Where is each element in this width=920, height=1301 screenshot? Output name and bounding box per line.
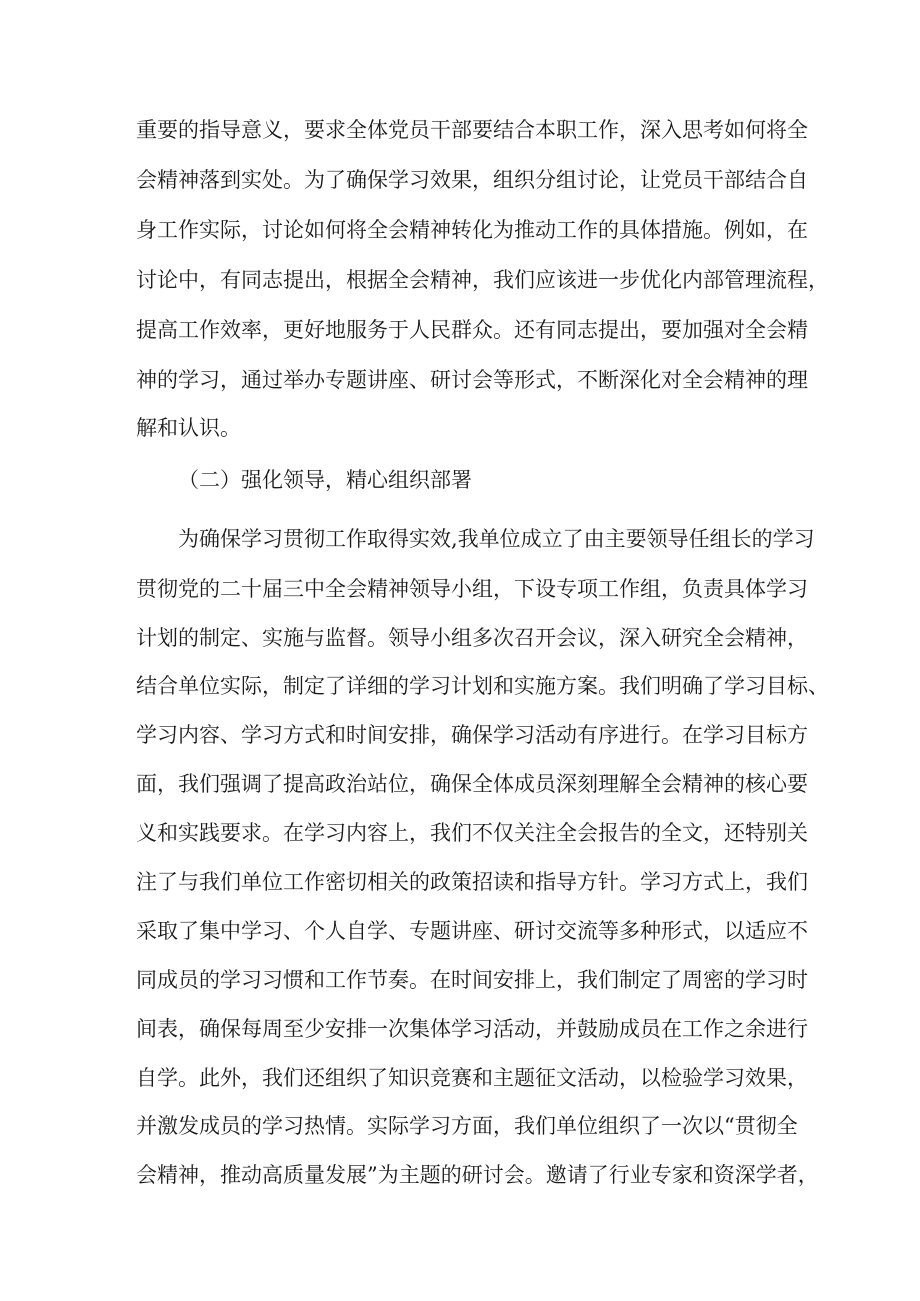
text-line: 学习内容、学习方式和时间安排，确保学习活动有序进行。在学习目标方 <box>136 723 808 747</box>
text-line: 自学。此外，我们还组织了知识竞赛和主题征文活动，以检验学习效果， <box>136 1066 808 1090</box>
text-line: 神的学习，通过举办专题讲座、研讨会等形式，不断深化对全会精神的理 <box>136 368 808 392</box>
section-heading: （二）强化领导，精心组织部署 <box>178 468 472 492</box>
text-line: 会精神，推动高质量发展”为主题的研讨会。邀请了行业专家和资深学者， <box>136 1163 819 1187</box>
text-line: 会精神落到实处。为了确保学习效果，组织分组讨论，让党员干部结合自 <box>136 168 808 192</box>
text-line: 解和认识。 <box>136 416 241 440</box>
text-line: 并激发成员的学习热情。实际学习方面，我们单位组织了一次以“贯彻全 <box>136 1114 798 1138</box>
text-line: 讨论中，有同志提出，根据全会精神，我们应该进一步优化内部管理流程， <box>136 268 829 292</box>
text-line: 计划的制定、实施与监督。领导小组多次召开会议，深入研究全会精神， <box>136 626 808 650</box>
text-line: 采取了集中学习、个人自学、专题讲座、研讨交流等多种形式，以适应不 <box>136 919 808 943</box>
text-line: 义和实践要求。在学习内容上，我们不仅关注全会报告的全文，还特别关 <box>136 821 808 845</box>
text-line: 面，我们强调了提高政治站位，确保全体成员深刻理解全会精神的核心要 <box>136 772 808 796</box>
text-line: 提高工作效率，更好地服务于人民群众。还有同志提出，要加强对全会精 <box>136 318 808 342</box>
text-line: 同成员的学习习惯和工作节奏。在时间安排上，我们制定了周密的学习时 <box>136 968 808 992</box>
text-line: 间表，确保每周至少安排一次集体学习活动，并鼓励成员在工作之余进行 <box>136 1017 808 1041</box>
text-line: 为确保学习贯彻工作取得实效,我单位成立了由主要领导任组长的学习 <box>178 527 815 551</box>
text-line: 贯彻党的二十届三中全会精神领导小组，下设专项工作组，负责具体学习 <box>136 577 808 601</box>
text-line: 注了与我们单位工作密切相关的政策招读和指导方针。学习方式上，我们 <box>136 870 808 894</box>
text-line: 身工作实际，讨论如何将全会精神转化为推动工作的具体措施。例如，在 <box>136 218 808 242</box>
text-line: 结合单位实际，制定了详细的学习计划和实施方案。我们明确了学习目标、 <box>136 674 829 698</box>
text-line: 重要的指导意义，要求全体党员干部要结合本职工作，深入思考如何将全 <box>136 118 808 142</box>
